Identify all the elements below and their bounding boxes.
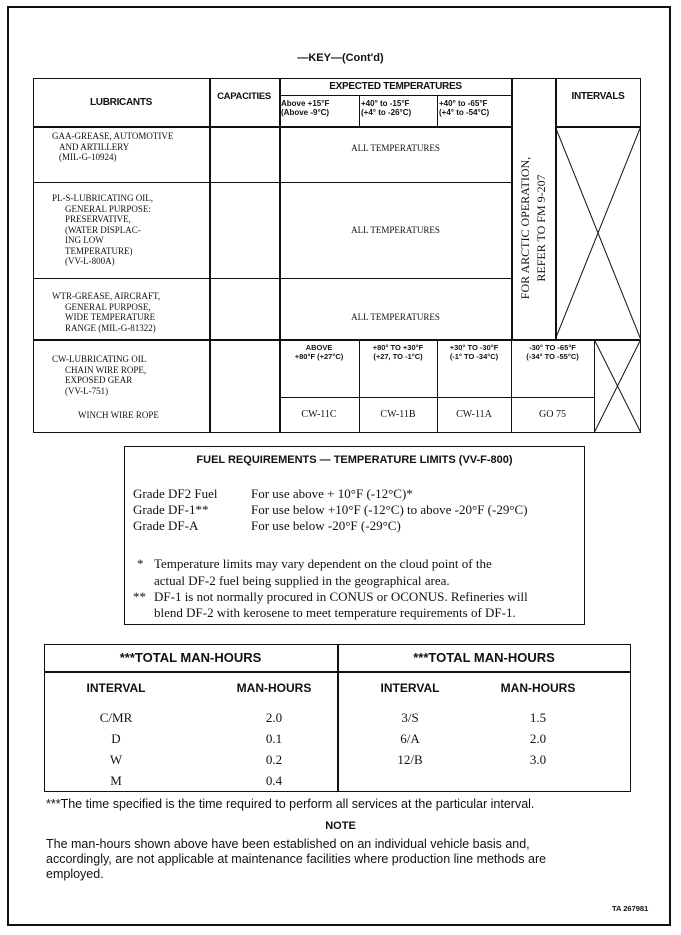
header-capacities: CAPACITIES xyxy=(217,90,271,102)
temp-range-3: +40° to -65°F (+4° to -54°C) xyxy=(439,99,490,117)
lubricant-winch: WINCH WIRE ROPE xyxy=(78,410,159,420)
table-cell: 0.2 xyxy=(265,752,283,767)
cw-grade-2: CW-11B xyxy=(380,408,416,420)
table-cell: 0.4 xyxy=(265,773,283,788)
right-interval-header: INTERVAL xyxy=(380,681,440,695)
left-interval-list xyxy=(62,707,170,791)
page-title: —KEY—(Cont'd) xyxy=(297,52,384,64)
cw-range-1: ABOVE +80°F (+27°C) xyxy=(294,343,344,361)
fuel-note2-line2: blend DF-2 with kerosene to meet temperature requirements of DF-1. xyxy=(154,605,516,620)
man-hours-right-title: ***TOTAL MAN-HOURS xyxy=(413,650,555,665)
not-applicable-cross xyxy=(555,126,641,340)
fuel-grade-df2: Grade DF2 Fuel xyxy=(133,486,218,501)
cw-range-4: -30° TO -65°F (-34° TO -55°C) xyxy=(526,343,579,361)
right-manhours-header: MAN-HOURS xyxy=(500,681,576,695)
table-row: 3/S xyxy=(401,710,419,725)
temp-all-pl-s: ALL TEMPERATURES xyxy=(351,224,440,235)
cw-grade-3: CW-11A xyxy=(456,408,492,420)
temp-all-gaa: ALL TEMPERATURES xyxy=(351,142,440,153)
fuel-grade-dfa: Grade DF-A xyxy=(133,518,199,533)
fuel-note1-mark: * xyxy=(137,556,144,571)
figure-id: TA 267981 xyxy=(612,904,649,913)
fuel-note2-mark: ** xyxy=(133,589,146,604)
table-row: 6/A xyxy=(400,731,420,746)
table-row: C/MR xyxy=(99,710,133,725)
lubricant-gaa: GAA-GREASE, AUTOMOTIVE AND ARTILLERY (MIL-G-10924) xyxy=(52,131,174,162)
table-cell: 3.0 xyxy=(529,752,547,767)
not-applicable-cross-2 xyxy=(594,339,641,433)
left-manhours-header: MAN-HOURS xyxy=(236,681,312,695)
lubricant-wtr: WTR-GREASE, AIRCRAFT, GENERAL PURPOSE, WIDE TEMPERATURE RANGE (MIL-G-81322) xyxy=(52,291,161,333)
arctic-note: FOR ARCTIC OPERATION, REFER TO FM 9-207 xyxy=(518,156,548,300)
fuel-desc-dfa: For use below -20°F (-29°C) xyxy=(251,518,401,533)
left-interval-header: INTERVAL xyxy=(86,681,146,695)
fuel-note1-line1: Temperature limits may vary dependent on the cloud point of the xyxy=(154,556,492,571)
table-cell: 1.5 xyxy=(529,710,547,725)
table-row: W xyxy=(109,752,123,767)
header-lubricants: LUBRICANTS xyxy=(90,96,152,108)
fuel-title: FUEL REQUIREMENTS — TEMPERATURE LIMITS (VV-F-800) xyxy=(196,454,513,466)
left-manhours-list xyxy=(222,707,326,791)
table-row: M xyxy=(110,773,122,788)
note-body: The man-hours shown above have been established on an individual vehicle basis and, accordingly, are not applicable at maintenance facilities where production line methods are employed. xyxy=(46,837,547,881)
right-interval-list xyxy=(356,707,464,770)
header-expected-temperatures: EXPECTED TEMPERATURES xyxy=(329,81,462,92)
table-cell: 0.1 xyxy=(265,731,283,746)
fuel-desc-df2: For use above + 10°F (-12°C)* xyxy=(251,486,413,501)
cw-range-3: +30° TO -30°F (-1° TO -34°C) xyxy=(449,343,499,361)
table-cell: 2.0 xyxy=(529,731,547,746)
cw-grade-4: GO 75 xyxy=(539,408,566,420)
man-hours-left-title: ***TOTAL MAN-HOURS xyxy=(119,650,262,665)
temp-range-1: Above +15°F (Above -9°C) xyxy=(281,99,330,117)
lubricant-pl-s: PL-S-LUBRICATING OIL, GENERAL PURPOSE: PRESERVATIVE, (WATER DISPLAC- ING LOW TEMPERATURE) (VV-L-800A) xyxy=(52,193,153,266)
temp-range-2: +40° to -15°F (+4° to -26°C) xyxy=(361,99,412,117)
lubricant-cw: CW-LUBRICATING OIL CHAIN WIRE ROPE, EXPOSED GEAR (VV-L-751) xyxy=(52,354,147,396)
cw-grade-1: CW-11C xyxy=(301,408,337,420)
fuel-desc-df1: For use below +10°F (-12°C) to above -20°F (-29°C) xyxy=(251,502,528,517)
table-row: D xyxy=(111,731,121,746)
cw-range-2: +80° TO +30°F (+27, TO -1°C) xyxy=(372,343,424,361)
fuel-note2-line1: DF-1 is not normally procured in CONUS or OCONUS. Refineries will xyxy=(154,589,528,604)
table-row: 12/B xyxy=(397,752,423,767)
note-heading: NOTE xyxy=(325,820,356,832)
header-intervals: INTERVALS xyxy=(571,90,625,102)
temp-all-wtr: ALL TEMPERATURES xyxy=(351,311,440,322)
man-hours-footnote: ***The time specified is the time required to perform all services at the particular interval. xyxy=(46,797,535,811)
fuel-note1-line2: actual DF-2 fuel being supplied in the geographical area. xyxy=(154,573,450,588)
right-manhours-list xyxy=(486,707,590,770)
table-cell: 2.0 xyxy=(265,710,283,725)
fuel-grade-df1: Grade DF-1** xyxy=(133,502,209,517)
